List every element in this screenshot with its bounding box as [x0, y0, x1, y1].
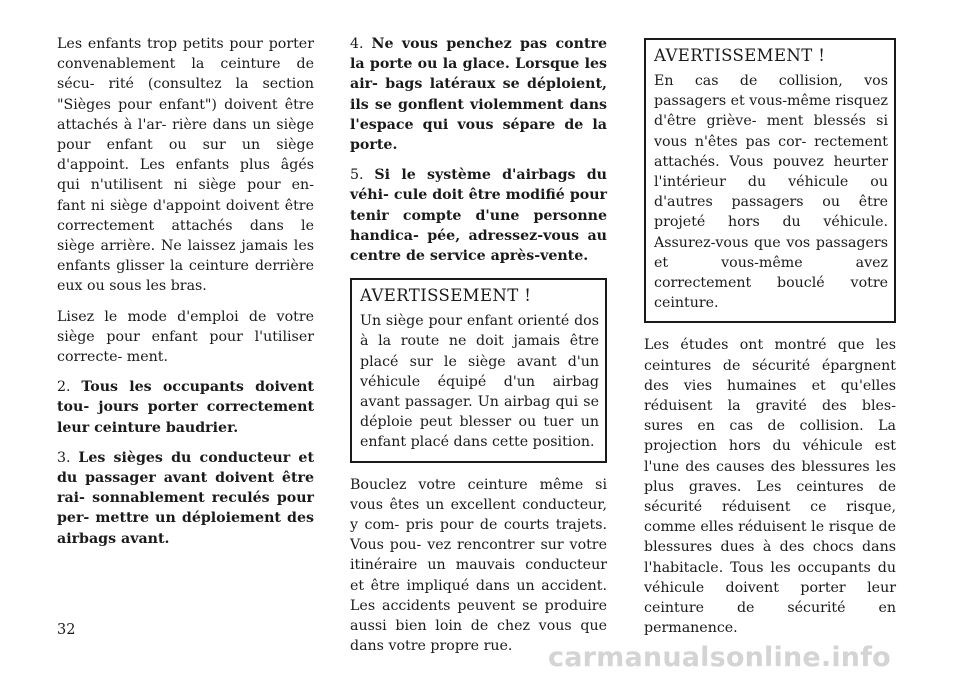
list-item-5-text: Si le système d'airbags du véhi- cule doit être modifié pour tenir compte d'une personne handica- pée, adressez-vous au centre de service après-vente.	[350, 167, 607, 265]
watermark: carmanualsonline.info	[548, 642, 891, 673]
warning-title: AVERTISSEMENT !	[360, 286, 532, 306]
warning-box-collision	[644, 38, 896, 323]
list-item-5	[350, 165, 607, 266]
paragraph-studies: Les études ont montré que les ceintures de sécurité épargnent des vies humaines et qu'elles réduisent la gravité des bles- sures en cas de collision. La projection hors du véhicule est l'une des causes des blessures les plus graves. Les ceintures de sécurité réduisent ce risque, comme elles réduisent le risque de blessures dues à des chocs dans l'habitacle. Tous les occupants du véhicule doivent porter leur ceinture de sécurité en permanence.	[644, 337, 896, 637]
list-item-3	[57, 448, 314, 549]
list-item-3-number: 3.	[57, 449, 71, 466]
column-left	[57, 34, 314, 559]
list-item-4-text: Ne vous penchez pas contre la porte ou la glace. Lorsque les air- bags latéraux se déploient, ils se gonflent violemment dans l'espace qui vous sépare de la porte.	[350, 36, 607, 154]
page-number: 32	[57, 622, 76, 638]
warning-title: AVERTISSEMENT !	[654, 46, 826, 65]
warning-text: En cas de collision, vos passagers et vous-même risquez d'être griève- ment blessés si vous n'êtes pas cor- rectement attachés. Vous pouvez heurter l'intérieur du véhicule ou d'autres passagers ou être projeté hors du véhicule. Assurez-vous que vos passagers et vous-même avez correctement bouclé votre ceinture.	[654, 73, 888, 312]
list-item-2-text: Tous les occupants doivent tou- jours porter correctement leur ceinture baudrier.	[57, 379, 314, 436]
column-right	[644, 34, 896, 648]
column-middle	[350, 34, 607, 666]
paragraph-buckle-up: Bouclez votre ceinture même si vous êtes un excellent conducteur, y com- pris pour de courts trajets. Vous pou- vez rencontrer sur votre itinéraire un mauvais conducteur et être impliqué dans un accident. Les accidents peuvent se produire aussi bien loin de chez vous que dans votre propre rue.	[350, 476, 607, 655]
list-item-2-number: 2.	[57, 379, 71, 396]
paragraph-child-seat-manual: Lisez le mode d'emploi de votre siège pour enfant pour l'utiliser correcte- ment.	[57, 308, 314, 366]
paragraph-child-belts: Les enfants trop petits pour porter convenablement la ceinture de sécu- rité (consultez la section "Sièges pour enfant") doivent être attachés à l'ar- rière dans un siège pour enfant ou sur un siège d'appoint. Les enfants plus âgés qui n'utilisent ni siège pour en- fant ni siège d'appoint doivent être correctement attachés dans le siège arrière. Ne laissez jamais les enfants glisser la ceinture derrière eux ou sous les bras.	[57, 36, 314, 295]
list-item-4	[350, 34, 607, 155]
list-item-3-text: Les sièges du conducteur et du passager avant doivent être rai- sonnablement reculés pour per- mettre un déploiement des airbags avant.	[57, 449, 315, 547]
warning-text: Un siège pour enfant orienté dos à la route ne doit jamais être placé sur le siège avant d'un véhicule équipé d'un airbag avant passager. Un airbag qui se déploie peut blesser ou tuer un enfant placé dans cette position.	[360, 313, 599, 451]
list-item-4-number: 4.	[350, 36, 364, 52]
list-item-2	[57, 377, 314, 438]
list-item-5-number: 5.	[350, 167, 364, 184]
warning-box-child-seat	[350, 278, 607, 462]
